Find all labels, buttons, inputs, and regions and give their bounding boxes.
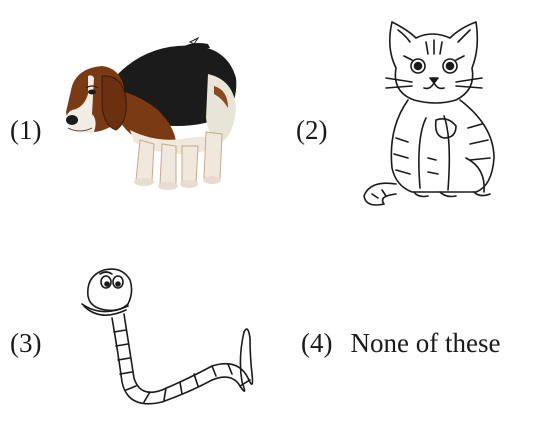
- dog-icon[interactable]: [58, 34, 242, 196]
- cat-icon[interactable]: [356, 8, 508, 214]
- option-1-number: (1): [10, 115, 42, 145]
- option-4[interactable]: [301, 330, 500, 357]
- option-2-number: (2): [296, 115, 328, 145]
- option-4-number: (4): [301, 328, 333, 358]
- snake-icon[interactable]: [72, 262, 272, 416]
- option-3-number: (3): [10, 328, 42, 358]
- option-4-label: None of these: [350, 328, 501, 358]
